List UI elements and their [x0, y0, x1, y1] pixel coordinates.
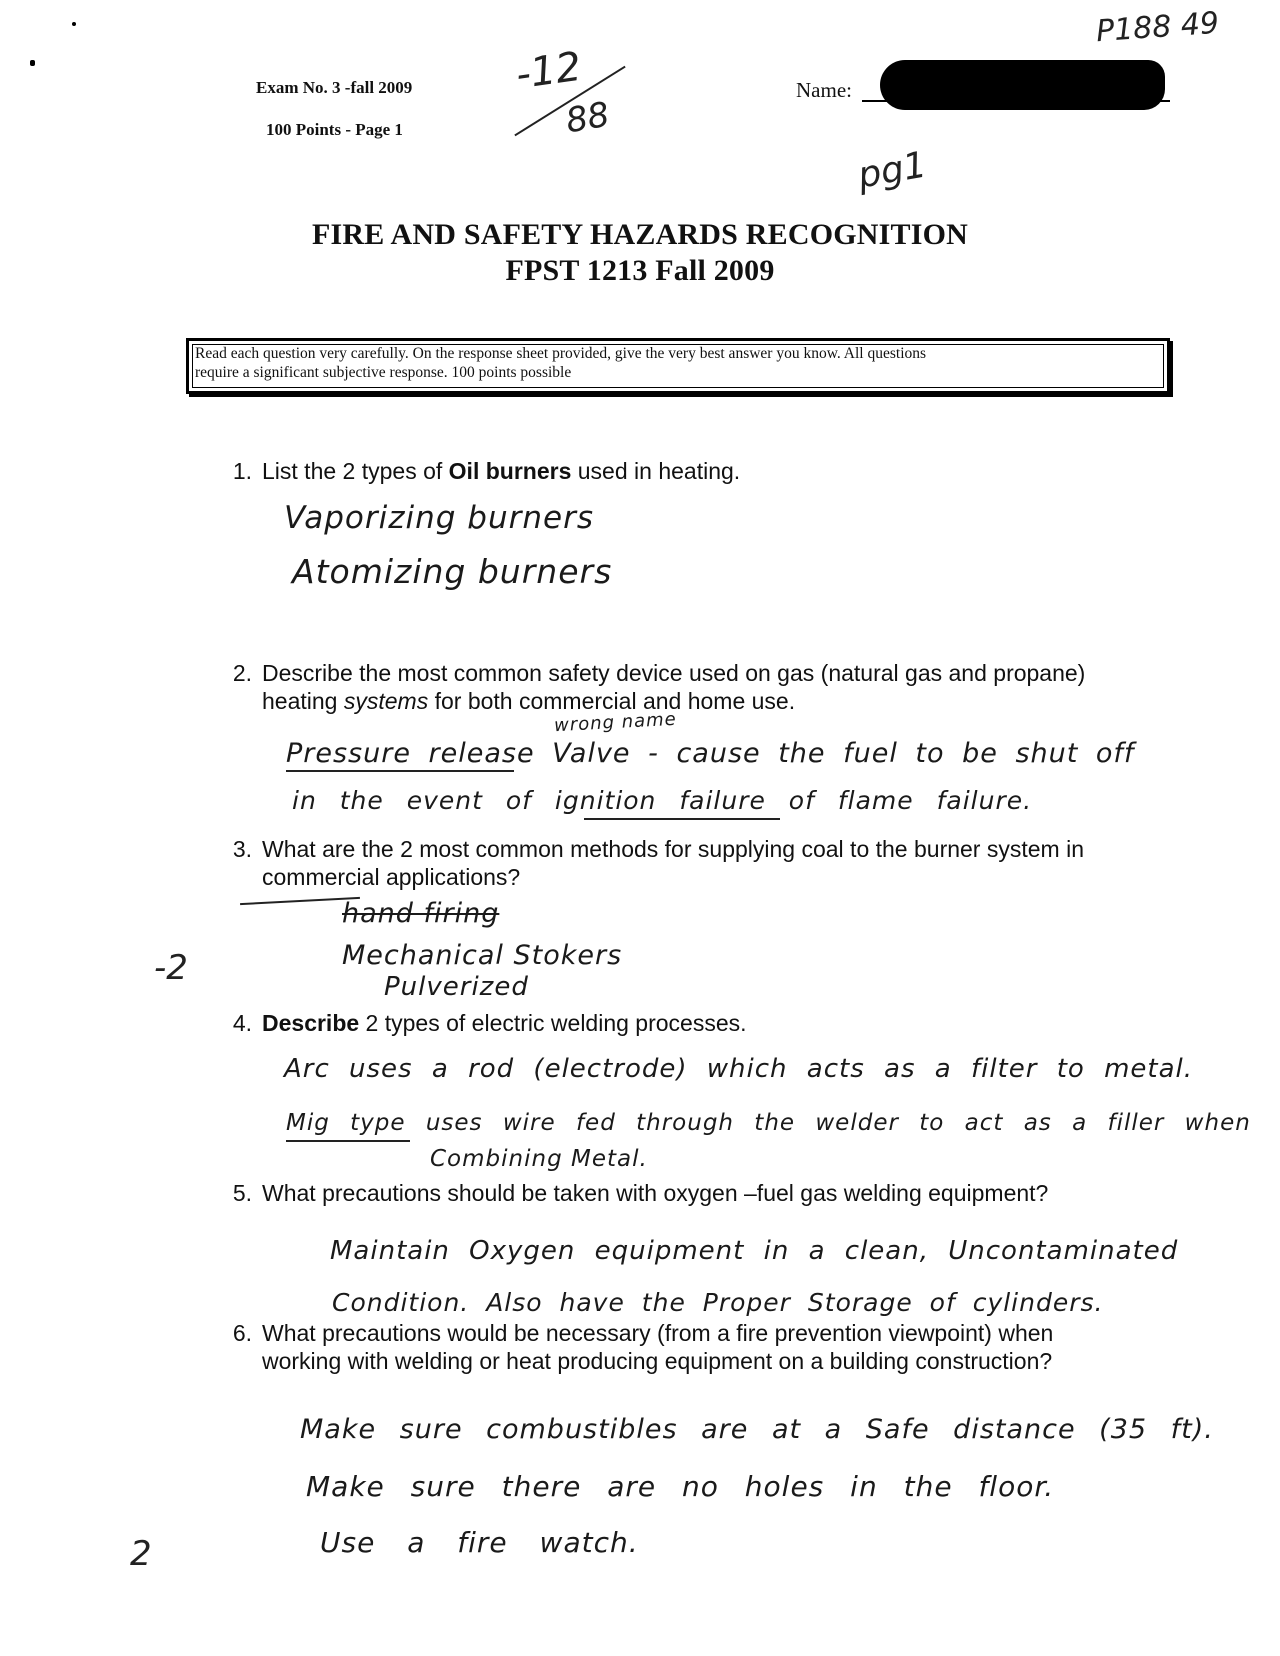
deduction-mark: -2	[154, 948, 188, 988]
corner-mark: P188 49	[1094, 5, 1221, 50]
exam-number: Exam No. 3 -fall 2009	[256, 78, 413, 97]
answer-4-line-2: Mig type uses wire fed through the welder to act as a filler when	[286, 1110, 1251, 1136]
answer-6-line-1: Make sure combustibles are at a Safe distance (35 ft).	[300, 1414, 1214, 1445]
q2-text-post: for both commercial and home use.	[428, 688, 796, 714]
page-title: FIRE AND SAFETY HAZARDS RECOGNITION	[312, 218, 968, 251]
answer-4-line-1: Arc uses a rod (electrode) which acts as a filter to metal.	[284, 1054, 1194, 1084]
answer-5-line-1: Maintain Oxygen equipment in a clean, Uncontaminated	[330, 1236, 1179, 1266]
instructions-line-1: Read each question very carefully. On the response sheet provided, give the very best answer you know. All questions	[195, 345, 927, 362]
question-number: 4.	[232, 1010, 252, 1036]
question-3-line-2: commercial applications?	[262, 864, 521, 890]
answer-2-underline	[584, 818, 780, 820]
course-title: FPST 1213 Fall 2009	[505, 254, 775, 287]
answer-3-line-2: Mechanical Stokers	[342, 940, 623, 971]
question-text-line-1: What are the 2 most common methods for supplying coal to the burner system in	[262, 836, 1084, 862]
points-page: 100 Points - Page 1	[266, 120, 403, 139]
answer-2-underline	[286, 770, 514, 772]
q1-text-post: used in heating.	[571, 458, 741, 484]
answer-5-line-2: Condition. Also have the Proper Storage of cylinders.	[332, 1288, 1104, 1317]
question-number: 6.	[232, 1320, 252, 1346]
question-text-line-1: What precautions should be taken with oxygen –fuel gas welding equipment?	[262, 1180, 1049, 1206]
answer-6-line-2: Make sure there are no holes in the floor.	[306, 1470, 1055, 1503]
deduction-mark: 2	[130, 1534, 152, 1574]
question-number: 2.	[232, 660, 252, 686]
answer-4-line-3: Combining Metal.	[430, 1146, 648, 1172]
grader-note: wrong name	[553, 708, 678, 737]
scan-speck	[72, 22, 76, 26]
answer-2-line-2: in the event of ignition failure of flame failure.	[292, 786, 1033, 815]
question-text-line-1: What precautions would be necessary (from a fire prevention viewpoint) when	[262, 1320, 1054, 1346]
q2-text-pre: heating	[262, 688, 344, 714]
answer-2-line-1: Pressure release Valve - cause the fuel to be shut off	[286, 738, 1135, 769]
score-mark: -12	[513, 43, 585, 99]
question-number: 5.	[232, 1180, 252, 1206]
answer-3-line-1: hand firing	[342, 898, 500, 929]
q4-text-bold: Describe	[262, 1010, 360, 1036]
instructions-box	[186, 338, 1170, 394]
question-2-line-2	[262, 688, 795, 715]
answer-6-line-3: Use a fire watch.	[320, 1526, 639, 1559]
question-number: 3.	[232, 836, 252, 862]
answer-4-underline	[286, 1140, 410, 1142]
q2-text-italic: systems	[343, 688, 429, 714]
scan-speck	[30, 60, 35, 66]
q1-text-pre: List the 2 types of	[262, 458, 449, 484]
page-mark: pg1	[854, 144, 930, 197]
question-text	[262, 458, 740, 485]
question-6-line-2: working with welding or heat producing equipment on a building construction?	[262, 1348, 1053, 1374]
name-underline	[862, 100, 1170, 102]
answer-3-line-3: Pulverized	[384, 972, 529, 1002]
score-total: 88	[562, 94, 613, 142]
question-text-line-1: Describe the most common safety device used on gas (natural gas and propane)	[262, 660, 1086, 686]
q1-text-bold: Oil burners	[448, 458, 572, 484]
question-text	[262, 1010, 747, 1037]
q4-text-post: 2 types of electric welding processes.	[359, 1010, 747, 1036]
redacted-name	[880, 60, 1165, 110]
answer-1-line-1: Vaporizing burners	[284, 500, 594, 536]
instructions-line-2: require a significant subjective response. 100 points possible	[195, 364, 572, 381]
question-number: 1.	[232, 458, 252, 484]
name-label: Name:	[796, 78, 852, 102]
answer-1-line-2: Atomizing burners	[292, 552, 613, 591]
